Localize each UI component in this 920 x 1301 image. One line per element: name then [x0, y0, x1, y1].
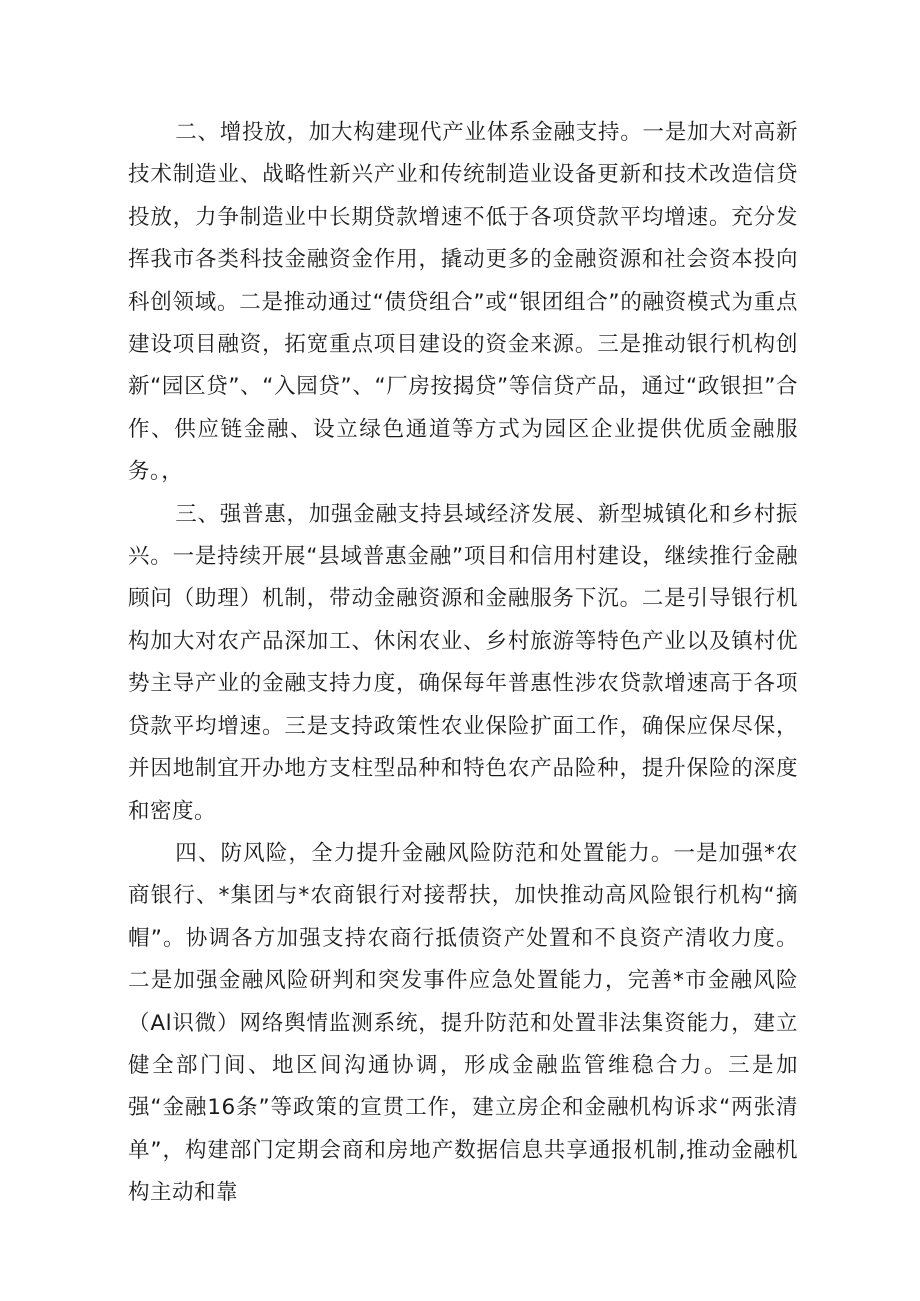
- paragraph-risk-prevention: 四、防风险，全力提升金融风险防范和处置能力。一是加强*农商银行、*集团与*农商银行对接帮扶，加快推动高风险银行机构“摘帽”。协调各方加强支持农商行抵债资产处置和不良资产清收力度。二是加强金融风险研判和突发事件应急处置能力，完善*市金融风险（Al识微）网络舆情监测系统，提升防范和处置非法集资能力，建立健全部门间、地区间沟通协调，形成金融监管维稳合力。三是加强“金融16条”等政策的宣贯工作，建立房企和金融机构诉求“两张清单”，构建部门定期会商和房地产数据信息共享通报机制,推动金融机构主动和靠: [128, 840, 798, 1206]
- paragraph-inclusive-finance: 三、强普惠，加强金融支持县域经济发展、新型城镇化和乡村振兴。一是持续开展“县域普惠金融”项目和信用村建设，继续推行金融顾问（助理）机制，带动金融资源和金融服务下沉。二是引导银行机构加大对农产品深加工、休闲农业、乡村旅游等特色产业以及镇村优势主导产业的金融支持力度，确保每年普惠性涉农贷款增速高于各项贷款平均增速。三是支持政策性农业保险扩面工作，确保应保尽保，并因地制宜开办地方支柱型品种和特色农产品险种，提升保险的深度和密度。: [128, 501, 798, 824]
- paragraph-industry-finance: 二、增投放，加大构建现代产业体系金融支持。一是加大对高新技术制造业、战略性新兴产业和传统制造业设备更新和技术改造信贷投放，力争制造业中长期贷款增速不低于各项贷款平均增速。充分发挥我市各类科技金融资金作用，撬动更多的金融资源和社会资本投向科创领域。二是推动通过“债贷组合”或“银团组合”的融资模式为重点建设项目融资，拓宽重点项目建设的资金来源。三是推动银行机构创新“园区贷”、“入园贷”、“厂房按揭贷”等信贷产品，通过“政银担”合作、供应链金融、设立绿色通道等方式为园区企业提供优质金融服务。，: [128, 120, 798, 485]
- document-body: [128, 112, 798, 1215]
